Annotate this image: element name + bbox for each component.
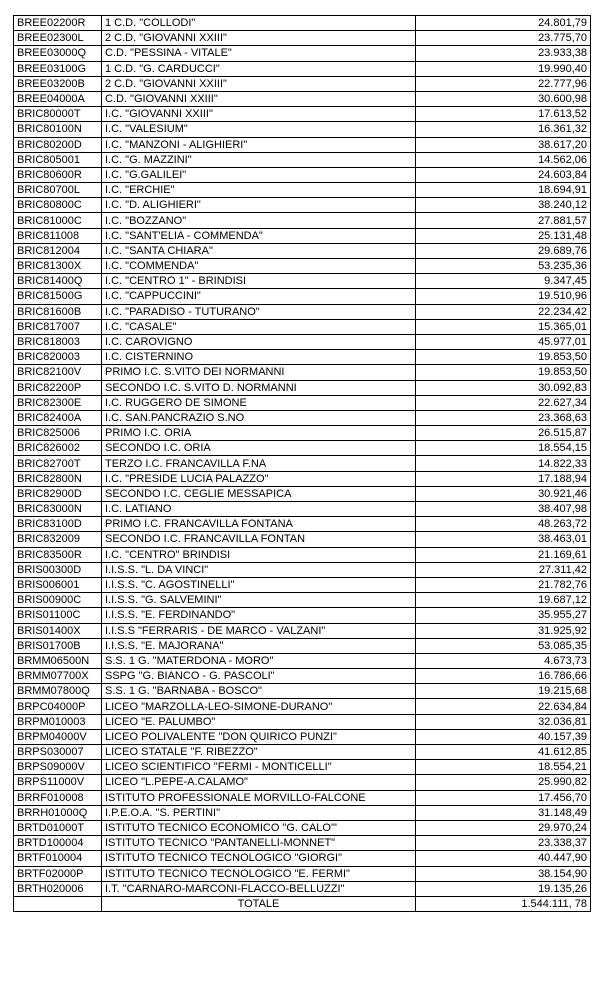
table-row: [14, 760, 591, 775]
school-code-cell: BREE04000A: [14, 91, 102, 106]
amount-cell: 38.463,01: [416, 532, 591, 547]
school-code-cell: BRPS09000V: [14, 760, 102, 775]
table-row: [14, 31, 591, 46]
school-code-cell: BRRF010008: [14, 790, 102, 805]
table-row: [14, 350, 591, 365]
amount-cell: 32.036,81: [416, 714, 591, 729]
amount-cell: 15.365,01: [416, 319, 591, 334]
school-name-cell: I.C. "CENTRO 1" - BRINDISI: [102, 274, 416, 289]
school-code-cell: BRIC81500G: [14, 289, 102, 304]
table-row: [14, 122, 591, 137]
school-name-cell: SECONDO I.C. S.VITO D. NORMANNI: [102, 380, 416, 395]
table-row: [14, 334, 591, 349]
school-name-cell: I.C. "SANT'ELIA - COMMENDA": [102, 228, 416, 243]
school-name-cell: I.C. "PRESIDE LUCIA PALAZZO": [102, 471, 416, 486]
school-code-cell: BRMM07800Q: [14, 684, 102, 699]
amount-cell: 16.361,32: [416, 122, 591, 137]
amount-cell: 35.955,27: [416, 608, 591, 623]
amount-cell: 17.613,52: [416, 107, 591, 122]
school-code-cell: BRTF010004: [14, 851, 102, 866]
amount-cell: 48.263,72: [416, 517, 591, 532]
school-name-cell: LICEO STATALE "F. RIBEZZO": [102, 745, 416, 760]
amount-cell: 21.782,76: [416, 577, 591, 592]
table-row: [14, 46, 591, 61]
amount-cell: 18.554,15: [416, 441, 591, 456]
table-row: [14, 16, 591, 31]
table-row: [14, 91, 591, 106]
school-code-cell: BRIC83000N: [14, 502, 102, 517]
table-row: [14, 228, 591, 243]
school-name-cell: I.C. SAN.PANCRAZIO S.NO: [102, 410, 416, 425]
school-name-cell: 1 C.D. "COLLODI": [102, 16, 416, 31]
school-code-cell: BRIS00300D: [14, 562, 102, 577]
school-code-cell: BRIC81400Q: [14, 274, 102, 289]
amount-cell: 19.510,96: [416, 289, 591, 304]
table-row: [14, 456, 591, 471]
school-code-cell: BRIC811008: [14, 228, 102, 243]
school-name-cell: PRIMO I.C. ORIA: [102, 426, 416, 441]
amount-cell: 31.148,49: [416, 805, 591, 820]
school-code-cell: BRTD01000T: [14, 820, 102, 835]
school-code-cell: BRIC832009: [14, 532, 102, 547]
amount-cell: 24.603,84: [416, 167, 591, 182]
amount-cell: 16.786,66: [416, 669, 591, 684]
school-code-cell: BRIC80800C: [14, 198, 102, 213]
table-row: [14, 167, 591, 182]
school-code-cell: BRIC820003: [14, 350, 102, 365]
amount-cell: 22.234,42: [416, 304, 591, 319]
table-row: [14, 289, 591, 304]
table-row: [14, 714, 591, 729]
school-name-cell: I.P.E.O.A. "S. PERTINI": [102, 805, 416, 820]
school-name-cell: I.I.S.S. "E. FERDINANDO": [102, 608, 416, 623]
table-row: [14, 243, 591, 258]
table-row: [14, 259, 591, 274]
school-code-cell: BREE03100G: [14, 61, 102, 76]
school-code-cell: BRIC82100V: [14, 365, 102, 380]
school-name-cell: I.C. "PARADISO - TUTURANO": [102, 304, 416, 319]
school-code-cell: BRTF02000P: [14, 866, 102, 881]
school-name-cell: I.C. "G. MAZZINI": [102, 152, 416, 167]
school-name-cell: I.C. CISTERNINO: [102, 350, 416, 365]
table-row: [14, 638, 591, 653]
table-row: [14, 623, 591, 638]
table-row: [14, 851, 591, 866]
total-label: TOTALE: [102, 896, 416, 911]
school-code-cell: BRPS030007: [14, 745, 102, 760]
school-name-cell: I.C. "VALESIUM": [102, 122, 416, 137]
school-name-cell: I.C. "GIOVANNI XXIII": [102, 107, 416, 122]
table-row: [14, 653, 591, 668]
table-row: [14, 441, 591, 456]
table-row: [14, 684, 591, 699]
school-code-cell: BRIC825006: [14, 426, 102, 441]
table-row: [14, 532, 591, 547]
school-name-cell: SECONDO I.C. FRANCAVILLA FONTAN: [102, 532, 416, 547]
amount-cell: 38.407,98: [416, 502, 591, 517]
school-name-cell: S.S. 1 G. "BARNABA - BOSCO": [102, 684, 416, 699]
school-name-cell: I.I.S.S. "L. DA VINCI": [102, 562, 416, 577]
table-row: [14, 866, 591, 881]
amount-cell: 40.157,39: [416, 729, 591, 744]
table-row: [14, 426, 591, 441]
table-row: [14, 76, 591, 91]
table-row: [14, 61, 591, 76]
table-body: [14, 16, 591, 897]
amount-cell: 18.554,21: [416, 760, 591, 775]
amount-cell: 17.188,94: [416, 471, 591, 486]
amount-cell: 29.689,76: [416, 243, 591, 258]
table-row: [14, 745, 591, 760]
amount-cell: 14.822,33: [416, 456, 591, 471]
table-row: [14, 213, 591, 228]
school-code-cell: BRIC83500R: [14, 547, 102, 562]
amount-cell: 19.135,26: [416, 881, 591, 896]
amount-cell: 22.634,84: [416, 699, 591, 714]
school-name-cell: LICEO "MARZOLLA-LEO-SIMONE-DURANO": [102, 699, 416, 714]
table-row: [14, 729, 591, 744]
amount-cell: 31.925,92: [416, 623, 591, 638]
school-code-cell: BRIS00900C: [14, 593, 102, 608]
school-name-cell: 1 C.D. "G. CARDUCCI": [102, 61, 416, 76]
school-name-cell: I.C. RUGGERO DE SIMONE: [102, 395, 416, 410]
amount-cell: 30.092,83: [416, 380, 591, 395]
school-code-cell: BRMM07700X: [14, 669, 102, 684]
table-row: [14, 608, 591, 623]
school-code-cell: BREE03000Q: [14, 46, 102, 61]
school-name-cell: I.C. "COMMENDA": [102, 259, 416, 274]
school-code-cell: BRIC82300E: [14, 395, 102, 410]
school-code-cell: BRIC817007: [14, 319, 102, 334]
amount-cell: 4.673,73: [416, 653, 591, 668]
table-row: [14, 881, 591, 896]
table-row: [14, 547, 591, 562]
school-name-cell: I.C. LATIANO: [102, 502, 416, 517]
school-code-cell: BRIS01100C: [14, 608, 102, 623]
amount-cell: 26.515,87: [416, 426, 591, 441]
school-code-cell: BRPC04000P: [14, 699, 102, 714]
school-name-cell: I.C. "MANZONI - ALIGHIERI": [102, 137, 416, 152]
school-code-cell: BRIS01700B: [14, 638, 102, 653]
school-name-cell: S.S. 1 G. "MATERDONA - MORO": [102, 653, 416, 668]
school-name-cell: I.I.S.S "FERRARIS - DE MARCO - VALZANI": [102, 623, 416, 638]
school-name-cell: ISTITUTO TECNICO ECONOMICO "G. CALO'": [102, 820, 416, 835]
school-name-cell: LICEO POLIVALENTE "DON QUIRICO PUNZI": [102, 729, 416, 744]
table-row: [14, 790, 591, 805]
amount-cell: 19.853,50: [416, 365, 591, 380]
school-code-cell: BRIC81000C: [14, 213, 102, 228]
school-name-cell: I.C. "BOZZANO": [102, 213, 416, 228]
amount-cell: 23.933,38: [416, 46, 591, 61]
table-row: [14, 274, 591, 289]
school-code-cell: BRPM04000V: [14, 729, 102, 744]
amount-cell: 22.627,34: [416, 395, 591, 410]
amount-cell: 24.801,79: [416, 16, 591, 31]
amount-cell: 41.612,85: [416, 745, 591, 760]
amount-cell: 38.240,12: [416, 198, 591, 213]
school-name-cell: I.C. "CENTRO" BRINDISI: [102, 547, 416, 562]
amount-cell: 30.600,98: [416, 91, 591, 106]
amount-cell: 53.235,36: [416, 259, 591, 274]
school-code-cell: BREE02200R: [14, 16, 102, 31]
school-code-cell: BRRH01000Q: [14, 805, 102, 820]
school-name-cell: LICEO SCIENTIFICO "FERMI - MONTICELLI": [102, 760, 416, 775]
school-code-cell: BRIC82400A: [14, 410, 102, 425]
school-code-cell: BREE03200B: [14, 76, 102, 91]
school-code-cell: BRIS01400X: [14, 623, 102, 638]
school-name-cell: C.D. "GIOVANNI XXIII": [102, 91, 416, 106]
school-name-cell: PRIMO I.C. FRANCAVILLA FONTANA: [102, 517, 416, 532]
amount-cell: 38.617,20: [416, 137, 591, 152]
school-name-cell: 2 C.D. "GIOVANNI XXIII": [102, 76, 416, 91]
school-code-cell: BRPS11000V: [14, 775, 102, 790]
school-name-cell: I.C. "G.GALILEI": [102, 167, 416, 182]
total-empty-cell: [14, 896, 102, 911]
school-name-cell: I.I.S.S. "G. SALVEMINI": [102, 593, 416, 608]
table-row: [14, 107, 591, 122]
school-code-cell: BRIS006001: [14, 577, 102, 592]
table-row: [14, 304, 591, 319]
school-name-cell: C.D. "PESSINA - VITALE": [102, 46, 416, 61]
amount-cell: 30.921,46: [416, 486, 591, 501]
amount-cell: 19.687,12: [416, 593, 591, 608]
amount-cell: 45.977,01: [416, 334, 591, 349]
school-code-cell: BRIC81600B: [14, 304, 102, 319]
school-name-cell: ISTITUTO TECNICO TECNOLOGICO "E. FERMI": [102, 866, 416, 881]
amount-cell: 27.881,57: [416, 213, 591, 228]
table-row: [14, 775, 591, 790]
school-code-cell: BRMM06500N: [14, 653, 102, 668]
table-row: [14, 395, 591, 410]
school-name-cell: SECONDO I.C. ORIA: [102, 441, 416, 456]
table-row: [14, 836, 591, 851]
amount-cell: 23.775,70: [416, 31, 591, 46]
school-code-cell: BRIC826002: [14, 441, 102, 456]
school-code-cell: BRIC83100D: [14, 517, 102, 532]
school-code-cell: BRIC82800N: [14, 471, 102, 486]
table-row: [14, 805, 591, 820]
school-name-cell: SECONDO I.C. CEGLIE MESSAPICA: [102, 486, 416, 501]
amount-cell: 53.085,35: [416, 638, 591, 653]
schools-funding-table: [13, 15, 591, 912]
table-row: [14, 319, 591, 334]
school-code-cell: BRIC818003: [14, 334, 102, 349]
amount-cell: 9.347,45: [416, 274, 591, 289]
amount-cell: 19.215,68: [416, 684, 591, 699]
amount-cell: 14.562,06: [416, 152, 591, 167]
school-code-cell: BRIC812004: [14, 243, 102, 258]
amount-cell: 19.853,50: [416, 350, 591, 365]
amount-cell: 23.368,63: [416, 410, 591, 425]
table-row: [14, 820, 591, 835]
school-name-cell: LICEO "E. PALUMBO": [102, 714, 416, 729]
table-row: [14, 486, 591, 501]
amount-cell: 21.169,61: [416, 547, 591, 562]
school-name-cell: PRIMO I.C. S.VITO DEI NORMANNI: [102, 365, 416, 380]
school-name-cell: ISTITUTO TECNICO TECNOLOGICO "GIORGI": [102, 851, 416, 866]
table-row: [14, 471, 591, 486]
table-row: [14, 577, 591, 592]
school-code-cell: BRIC805001: [14, 152, 102, 167]
amount-cell: 19.990,40: [416, 61, 591, 76]
table-row: [14, 198, 591, 213]
school-name-cell: 2 C.D. "GIOVANNI XXIII": [102, 31, 416, 46]
total-amount: 1.544.111, 78: [416, 896, 591, 911]
school-name-cell: I.I.S.S. "C. AGOSTINELLI": [102, 577, 416, 592]
amount-cell: 18.694,91: [416, 183, 591, 198]
total-row: [14, 896, 591, 911]
table-row: [14, 562, 591, 577]
school-name-cell: I.I.S.S. "E. MAJORANA": [102, 638, 416, 653]
amount-cell: 17.456,70: [416, 790, 591, 805]
table-row: [14, 669, 591, 684]
amount-cell: 38.154,90: [416, 866, 591, 881]
table-row: [14, 183, 591, 198]
school-code-cell: BRTD100004: [14, 836, 102, 851]
amount-cell: 29.970,24: [416, 820, 591, 835]
school-name-cell: SSPG "G. BIANCO - G. PASCOLI": [102, 669, 416, 684]
school-code-cell: BRIC81300X: [14, 259, 102, 274]
school-code-cell: BRPM010003: [14, 714, 102, 729]
school-code-cell: BRIC80100N: [14, 122, 102, 137]
school-code-cell: BRIC80200D: [14, 137, 102, 152]
school-name-cell: I.C. CAROVIGNO: [102, 334, 416, 349]
school-name-cell: TERZO I.C. FRANCAVILLA F.NA: [102, 456, 416, 471]
school-code-cell: BRTH020006: [14, 881, 102, 896]
school-name-cell: LICEO "L.PEPE-A.CALAMO": [102, 775, 416, 790]
school-name-cell: ISTITUTO PROFESSIONALE MORVILLO-FALCONE: [102, 790, 416, 805]
amount-cell: 40.447,90: [416, 851, 591, 866]
school-name-cell: I.C. "ERCHIE": [102, 183, 416, 198]
table-row: [14, 137, 591, 152]
amount-cell: 25.131,48: [416, 228, 591, 243]
table-row: [14, 593, 591, 608]
school-code-cell: BRIC80700L: [14, 183, 102, 198]
table-row: [14, 380, 591, 395]
amount-cell: 22.777,96: [416, 76, 591, 91]
table-row: [14, 365, 591, 380]
school-name-cell: I.C. "D. ALIGHIERI": [102, 198, 416, 213]
amount-cell: 27.311,42: [416, 562, 591, 577]
table-row: [14, 517, 591, 532]
table-row: [14, 502, 591, 517]
school-code-cell: BRIC82900D: [14, 486, 102, 501]
school-code-cell: BREE02300L: [14, 31, 102, 46]
school-name-cell: I.C. "CASALE": [102, 319, 416, 334]
school-code-cell: BRIC82200P: [14, 380, 102, 395]
school-code-cell: BRIC82700T: [14, 456, 102, 471]
amount-cell: 25.990,82: [416, 775, 591, 790]
school-name-cell: I.C. "CAPPUCCINI": [102, 289, 416, 304]
school-code-cell: BRIC80000T: [14, 107, 102, 122]
table-row: [14, 699, 591, 714]
school-name-cell: ISTITUTO TECNICO "PANTANELLI-MONNET": [102, 836, 416, 851]
school-name-cell: I.C. "SANTA CHIARA": [102, 243, 416, 258]
table-row: [14, 410, 591, 425]
school-code-cell: BRIC80600R: [14, 167, 102, 182]
table-row: [14, 152, 591, 167]
school-name-cell: I.T. "CARNARO-MARCONI-FLACCO-BELLUZZI": [102, 881, 416, 896]
amount-cell: 23.338,37: [416, 836, 591, 851]
